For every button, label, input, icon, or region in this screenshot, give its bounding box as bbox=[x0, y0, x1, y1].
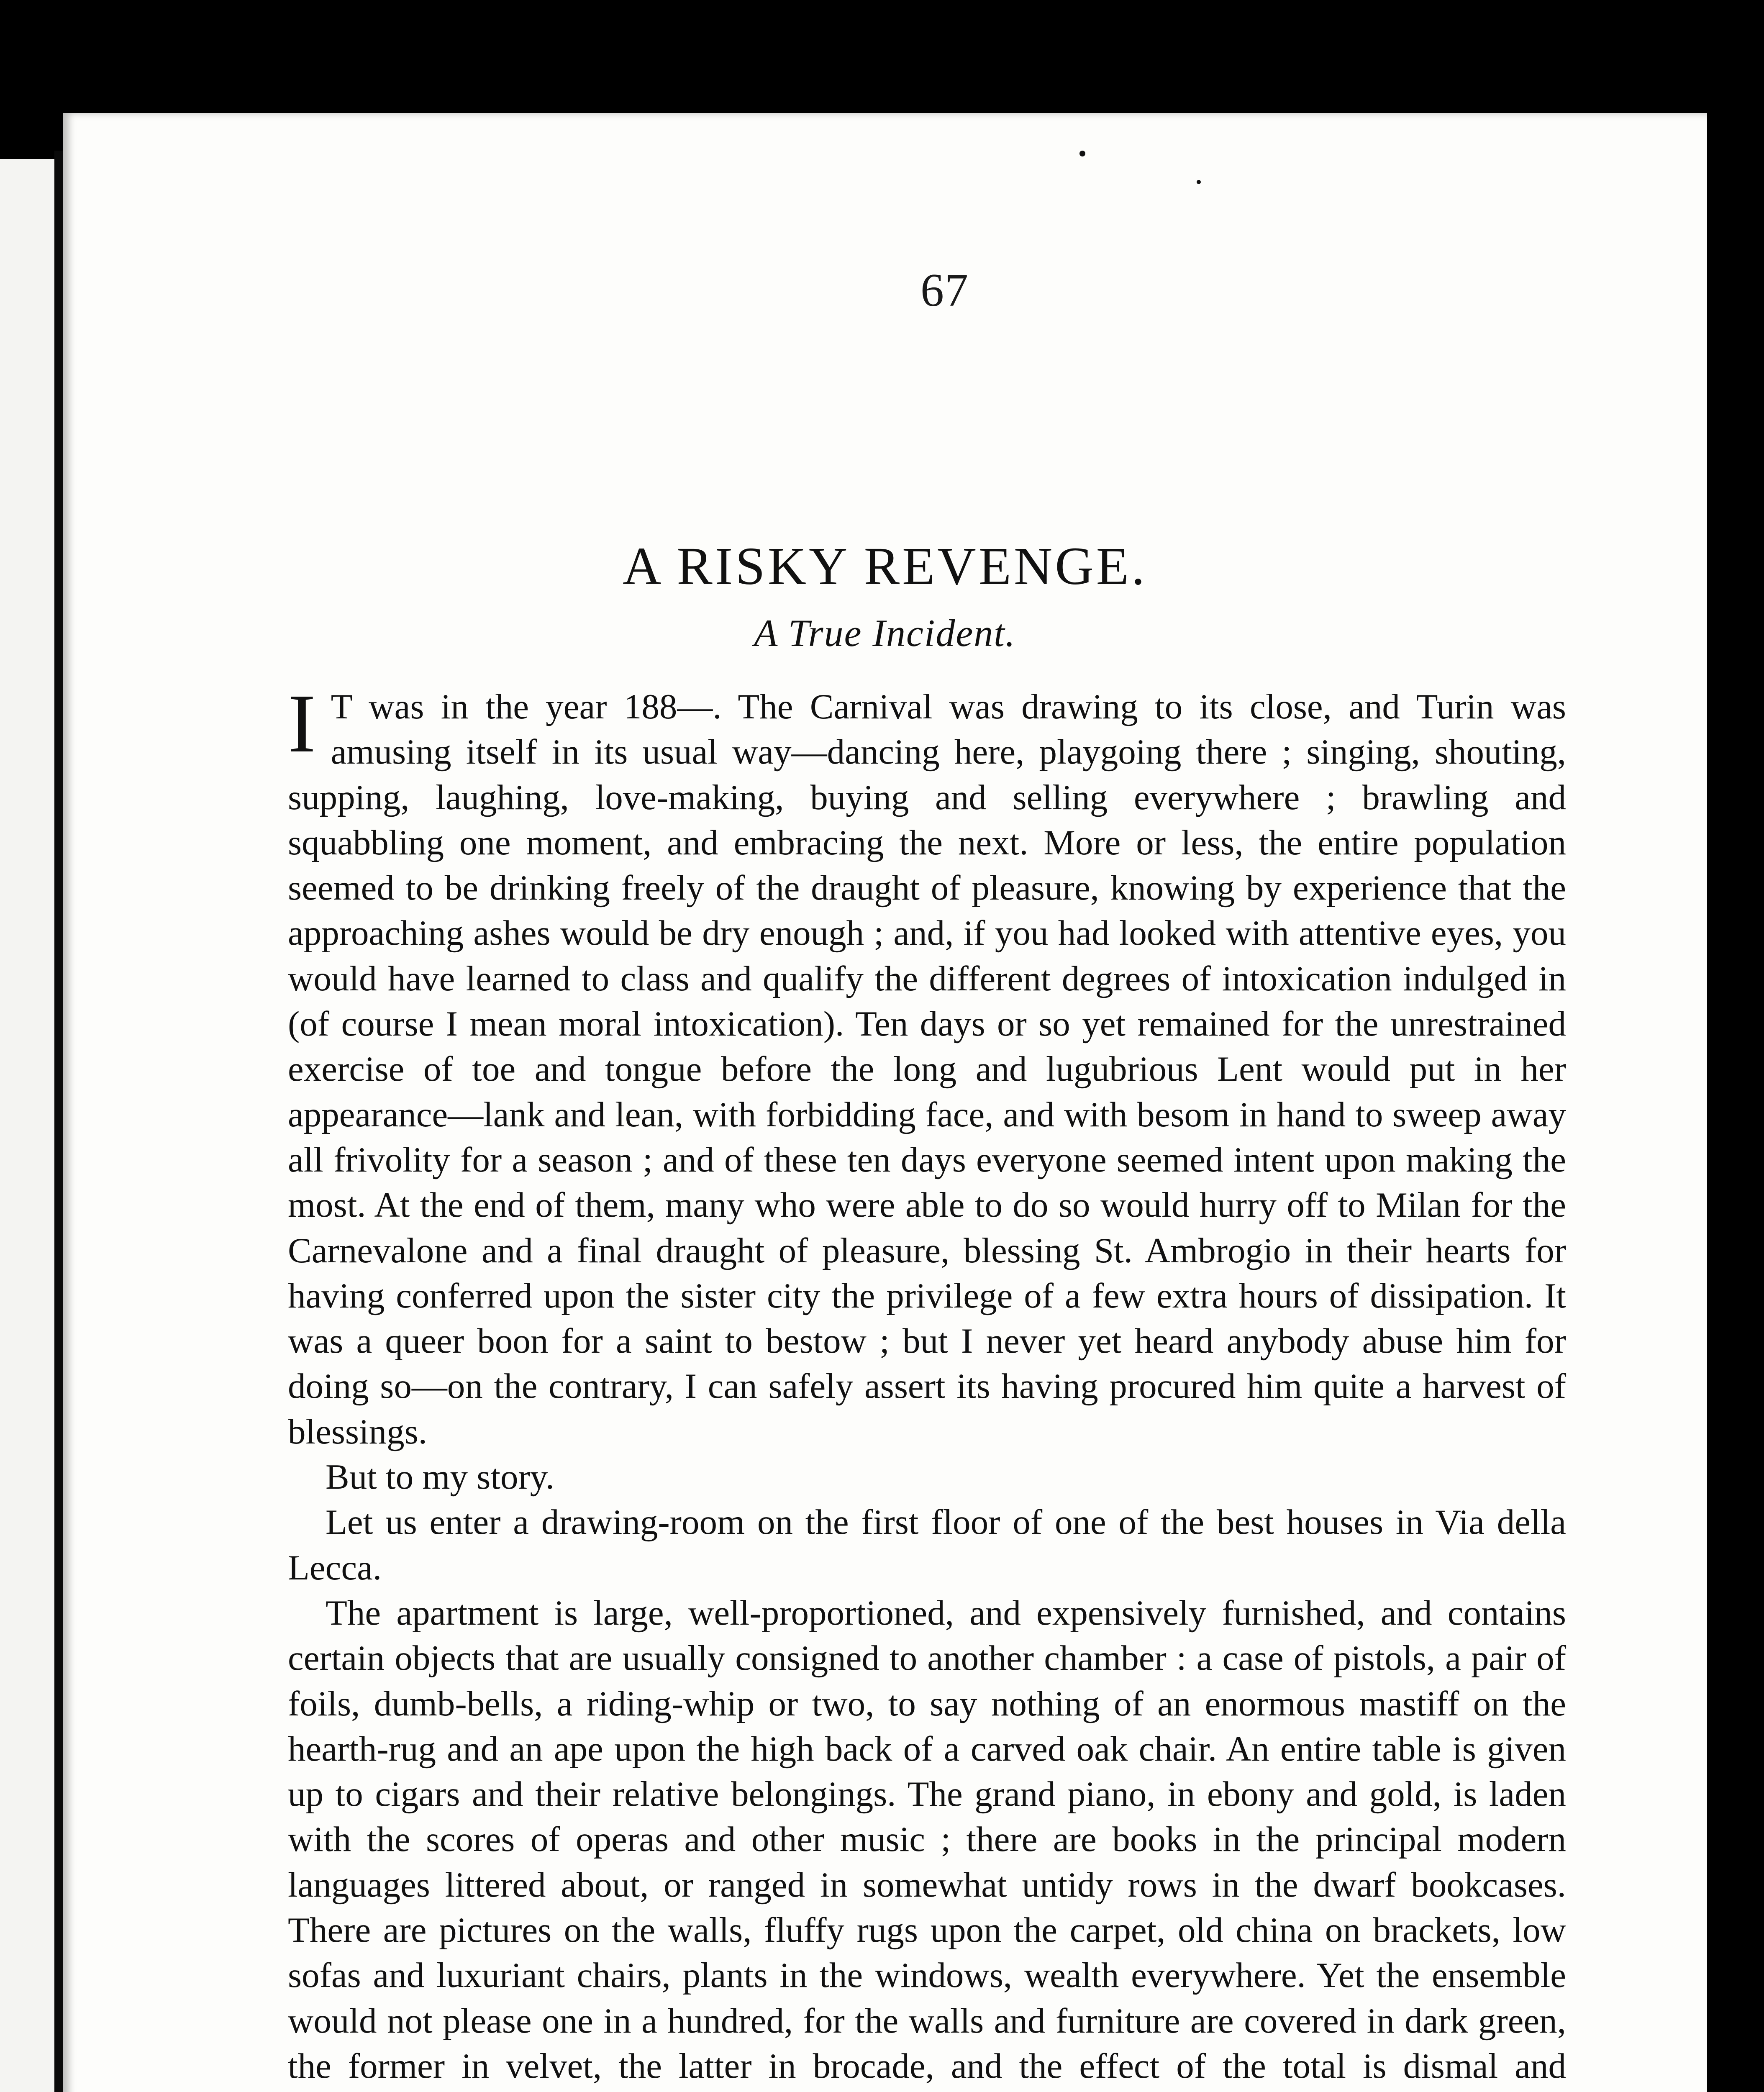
story-subtitle: A True Incident. bbox=[754, 612, 1016, 654]
scan-speck bbox=[1197, 180, 1201, 184]
drop-cap: I bbox=[288, 677, 316, 770]
story-body bbox=[288, 677, 1566, 2092]
page-number: 67 bbox=[920, 264, 969, 316]
scan-speck bbox=[1079, 151, 1085, 156]
paragraph-1-text: T was in the year 188—. The Carnival was drawing to its close, and Turin was amusing itself in its usual way—dancing here, playgoing there ; singing, shouting, supping, laughing, love-making, buying and selling everywhere ; brawling and squabbling one moment, and embracing the next. More or less, the entire population seemed to be drinking freely of the draught of pleasure, knowing by experience that the approaching ashes would be dry enough ; and, if you had looked with attentive eyes, you would have learned to class and qualify the different degrees of intoxication indulged in (of course I mean moral intoxication). Ten days or so yet remained for the unrestrained exercise of toe and tongue before the long and lugubrious Lent would put in her appearance—lank and lean, with forbidding face, and with besom in hand to sweep away all frivolity for a season ; and of these ten days everyone seemed intent upon making the most. At the end of them, many who were able to do so would hurry off to Milan for the Carnevalone and a final draught of pleasure, blessing St. Ambrogio in their hearts for having conferred upon the sister city the privilege of a few extra hours of dissipation. It was a queer boon for a saint to bestow ; but I never yet heard anybody abuse him for doing so—on the contrary, I can safely assert its having procured him quite a harvest of blessings. bbox=[288, 687, 1566, 1451]
paragraph-3: Let us enter a drawing-room on the first floor of one of the best houses in Via della Lecca. bbox=[288, 1502, 1566, 1587]
previous-page-edge bbox=[0, 159, 54, 2092]
paragraph-2: But to my story. bbox=[326, 1457, 555, 1497]
book-page bbox=[63, 113, 1707, 2092]
paragraph-1 bbox=[288, 677, 1566, 1454]
story-title: A RISKY REVENGE. bbox=[623, 536, 1147, 596]
paragraph-4: The apartment is large, well-proportioned, and expensively furnished, and contains certain objects that are usually consigned to another chamber : a case of pistols, a pair of foils, dumb-bells, a riding-whip or two, to say nothing of an enormous mastiff on the hearth-rug and an ape upon the high back of a carved oak chair. An entire table is given up to cigars and their relative belongings. The grand piano, in ebony and gold, is laden with the scores of operas and other music ; there are books in the principal modern languages littered about, or ranged in somewhat untidy rows in the dwarf bookcases. There are pictures on the walls, fluffy rugs upon the carpet, old china on brackets, low sofas and luxuriant chairs, plants in the windows, wealth everywhere. Yet the ensemble would not please one in a hundred, for the walls and furniture are covered in dark green, the former in velvet, the latter in brocade, and the effect of the total is dismal and bbox=[288, 1593, 1566, 2086]
